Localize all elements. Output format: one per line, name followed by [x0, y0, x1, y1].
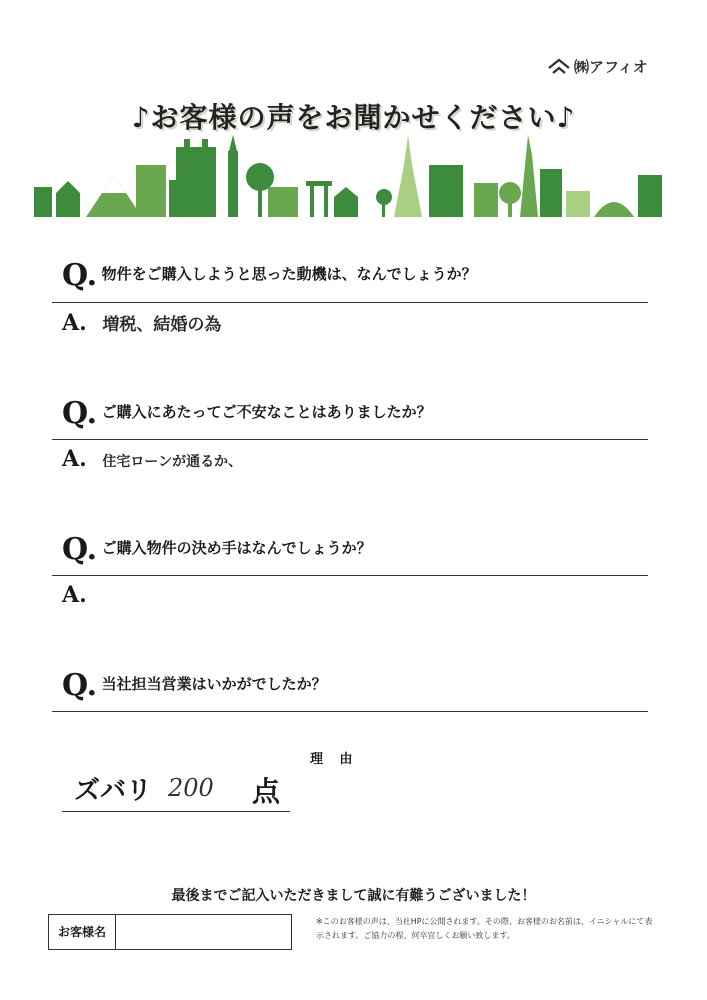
- rating-underline: [62, 811, 290, 812]
- answer-1: [62, 310, 221, 336]
- question-4: [62, 668, 327, 703]
- city-skyline-illustration: [34, 135, 664, 217]
- privacy-note: ※このお客様の声は、当社HPに公開されます。その際、お客様のお名前は、イニシャルにて表示されます。ご協力の程、何卒宜しくお願い致します。: [316, 917, 653, 940]
- question-text: 当社担当営業はいかがでしたか？: [101, 675, 327, 693]
- divider-line: [52, 302, 648, 303]
- company-name: ㈱アフィオ: [574, 58, 648, 76]
- divider-line: [52, 575, 648, 576]
- question-mark: Q.: [62, 258, 98, 293]
- rating-score: 200: [168, 774, 214, 802]
- page-title: ♪お客様の声をお聞かせください♪: [131, 101, 576, 134]
- company-logo: [548, 56, 648, 77]
- answer-mark: A.: [62, 582, 87, 608]
- rating-label: ズバリ: [74, 776, 153, 806]
- question-mark: Q.: [62, 396, 98, 431]
- answer-2: [62, 446, 242, 472]
- rating-unit: 点: [252, 775, 281, 808]
- divider-line: [52, 711, 648, 712]
- house-roof-icon: [548, 58, 570, 76]
- customer-name-label: お客様名: [49, 915, 116, 949]
- question-2: [62, 396, 432, 431]
- answer-mark: A.: [62, 310, 87, 336]
- answer-mark: A.: [62, 446, 87, 472]
- thanks-message: 最後までご記入いただきまして誠に有難うございました！: [171, 888, 536, 904]
- divider-line: [52, 439, 648, 440]
- answer-3: [62, 582, 95, 608]
- answer-text: 住宅ローンが通るか、: [102, 454, 243, 470]
- question-mark: Q.: [62, 668, 98, 703]
- answer-text: 増税、結婚の為: [102, 315, 222, 335]
- reason-label: 理 由: [310, 752, 359, 767]
- question-text: 物件をご購入しようと思った動機は、なんでしょうか？: [101, 265, 477, 283]
- question-text: ご購入物件の決め手はなんでしょうか？: [101, 539, 372, 557]
- question-text: ご購入にあたってご不安なことはありましたか？: [101, 403, 432, 421]
- question-3: [62, 532, 372, 567]
- question-1: [62, 258, 477, 293]
- customer-name-field[interactable]: [48, 914, 292, 950]
- question-mark: Q.: [62, 532, 98, 567]
